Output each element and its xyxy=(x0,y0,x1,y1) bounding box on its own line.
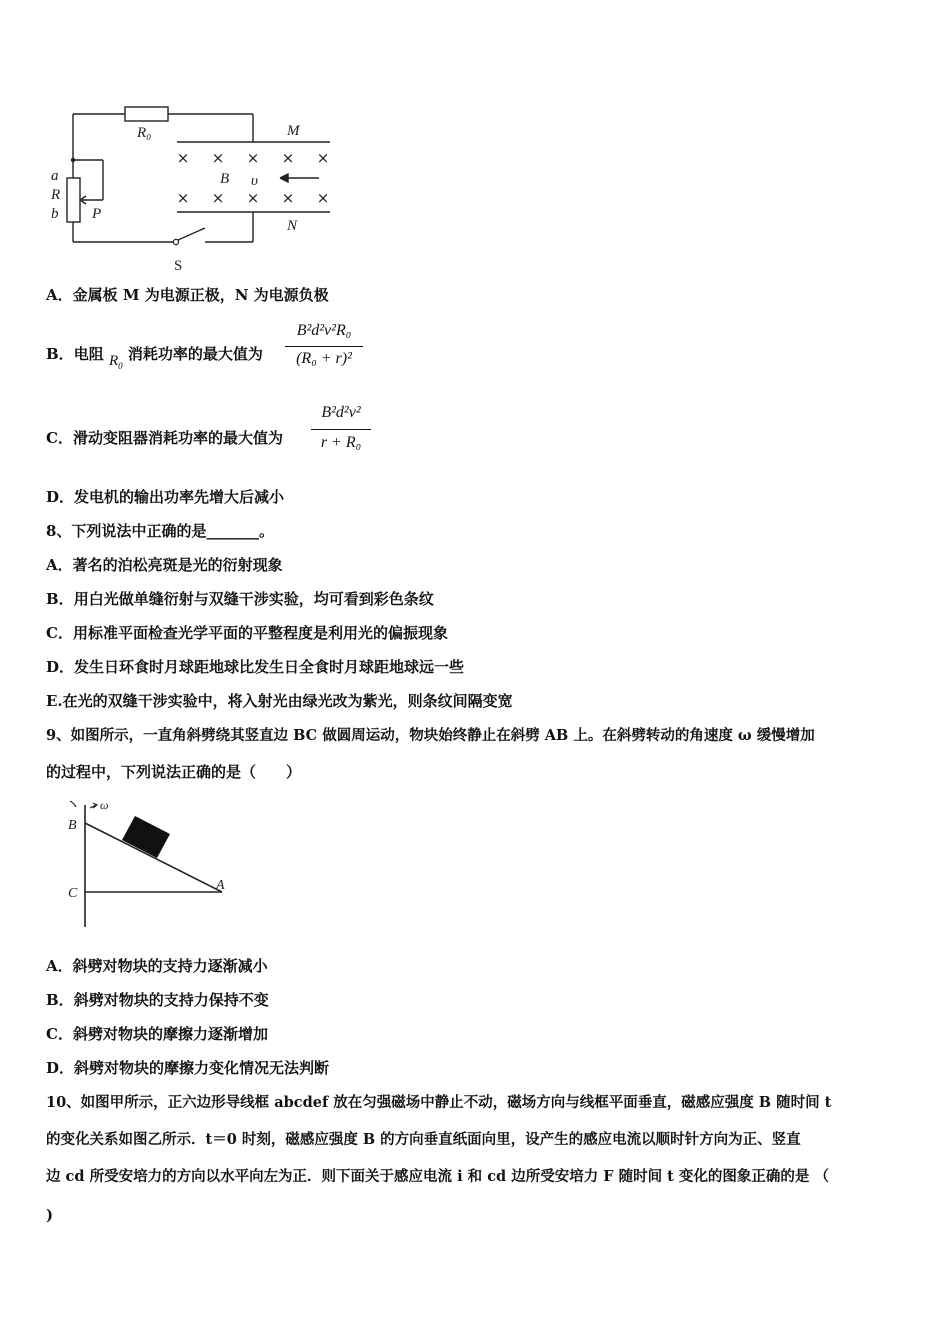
label-n: N xyxy=(287,218,298,234)
field-cross: × xyxy=(281,149,295,167)
label-r: R xyxy=(51,187,61,203)
q9-stem-line1: 9、如图所示，一直角斜劈绕其竖直边 BC 做圆周运动，物块始终静止在斜劈 AB 上。在斜劈转动的角速度 ω 缓慢增加 xyxy=(46,727,815,744)
fraction-c: B²d²v² r + R₀ xyxy=(311,404,371,456)
label-c: C xyxy=(68,886,78,901)
circuit-figure xyxy=(40,100,350,275)
q9-option-b: B．斜劈对物块的支持力保持不变 xyxy=(46,991,269,1009)
q8-option-e: E.在光的双缝干涉实验中，将入射光由绿光改为紫光，则条纹间隔变宽 xyxy=(46,692,513,710)
q8-option-d: D．发生日环食时月球距地球比发生日全食时月球距地球远一些 xyxy=(46,658,465,676)
fraction-b: B²d²v²R₀ (R₀ + r)² xyxy=(285,322,363,372)
q10-line1: 10、如图甲所示，正六边形导线框 abcdef 放在匀强磁场中静止不动，磁场方向与线框平面垂直，磁感应强度 B 随时间 t xyxy=(46,1094,832,1111)
omega-symbol: ω xyxy=(100,798,109,812)
label-b: B xyxy=(68,818,77,833)
label-s: S xyxy=(174,258,183,274)
field-cross: × xyxy=(316,189,330,207)
field-cross: × xyxy=(246,149,260,167)
label-a: A xyxy=(216,878,225,893)
field-cross: × xyxy=(176,189,190,207)
q9-option-a: A．斜劈对物块的支持力逐渐减小 xyxy=(46,957,268,975)
q7-option-a: A．金属板 M 为电源正极，N 为电源负极 xyxy=(46,286,329,304)
label-p: P xyxy=(92,206,102,222)
q10-line3: 边 cd 所受安培力的方向以水平向左为正．则下面关于感应电流 i 和 cd 边所受安培力 F 随时间 t 变化的图象正确的是 （ xyxy=(46,1168,829,1185)
label-b-field: B xyxy=(220,171,230,187)
block xyxy=(122,816,170,858)
q10-line4: ) xyxy=(46,1206,54,1224)
q9-stem-line2: 的过程中，下列说法正确的是（ ） xyxy=(46,763,302,781)
label-m: M xyxy=(287,123,300,139)
q7-option-c: C．滑动变阻器消耗功率的最大值为 xyxy=(46,429,283,447)
q9-option-d: D．斜劈对物块的摩擦力变化情况无法判断 xyxy=(46,1059,330,1077)
wedge-figure xyxy=(60,795,240,930)
label-a: a xyxy=(51,168,59,184)
label-b: b xyxy=(51,206,59,222)
r0-symbol: $R_0$ xyxy=(108,353,123,371)
field-cross: × xyxy=(316,149,330,167)
field-cross: × xyxy=(281,189,295,207)
q8-stem: 8、下列说法中正确的是_______。 xyxy=(46,522,274,540)
q7-option-d: D．发电机的输出功率先增大后减小 xyxy=(46,488,285,506)
field-cross: × xyxy=(211,189,225,207)
q9-option-c: C．斜劈对物块的摩擦力逐渐增加 xyxy=(46,1025,268,1043)
q10-line2: 的变化关系如图乙所示．t＝0 时刻，磁感应强度 B 的方向垂直纸面向里，设产生的感应电流以顺时针方向为正、竖直 xyxy=(46,1131,801,1148)
q8-option-a: A．著名的泊松亮斑是光的衍射现象 xyxy=(46,556,283,574)
q7-option-b: B．电阻 $R_0$ 消耗功率的最大值为 xyxy=(46,345,263,371)
field-cross: × xyxy=(246,189,260,207)
q8-option-b: B．用白光做单缝衍射与双缝干涉实验，均可看到彩色条纹 xyxy=(46,590,434,608)
label-v: υ xyxy=(251,173,258,189)
q8-option-c: C．用标准平面检查光学平面的平整程度是利用光的偏振现象 xyxy=(46,624,448,642)
label-r0: R₀ xyxy=(137,125,152,141)
field-cross: × xyxy=(211,149,225,167)
field-cross: × xyxy=(176,149,190,167)
